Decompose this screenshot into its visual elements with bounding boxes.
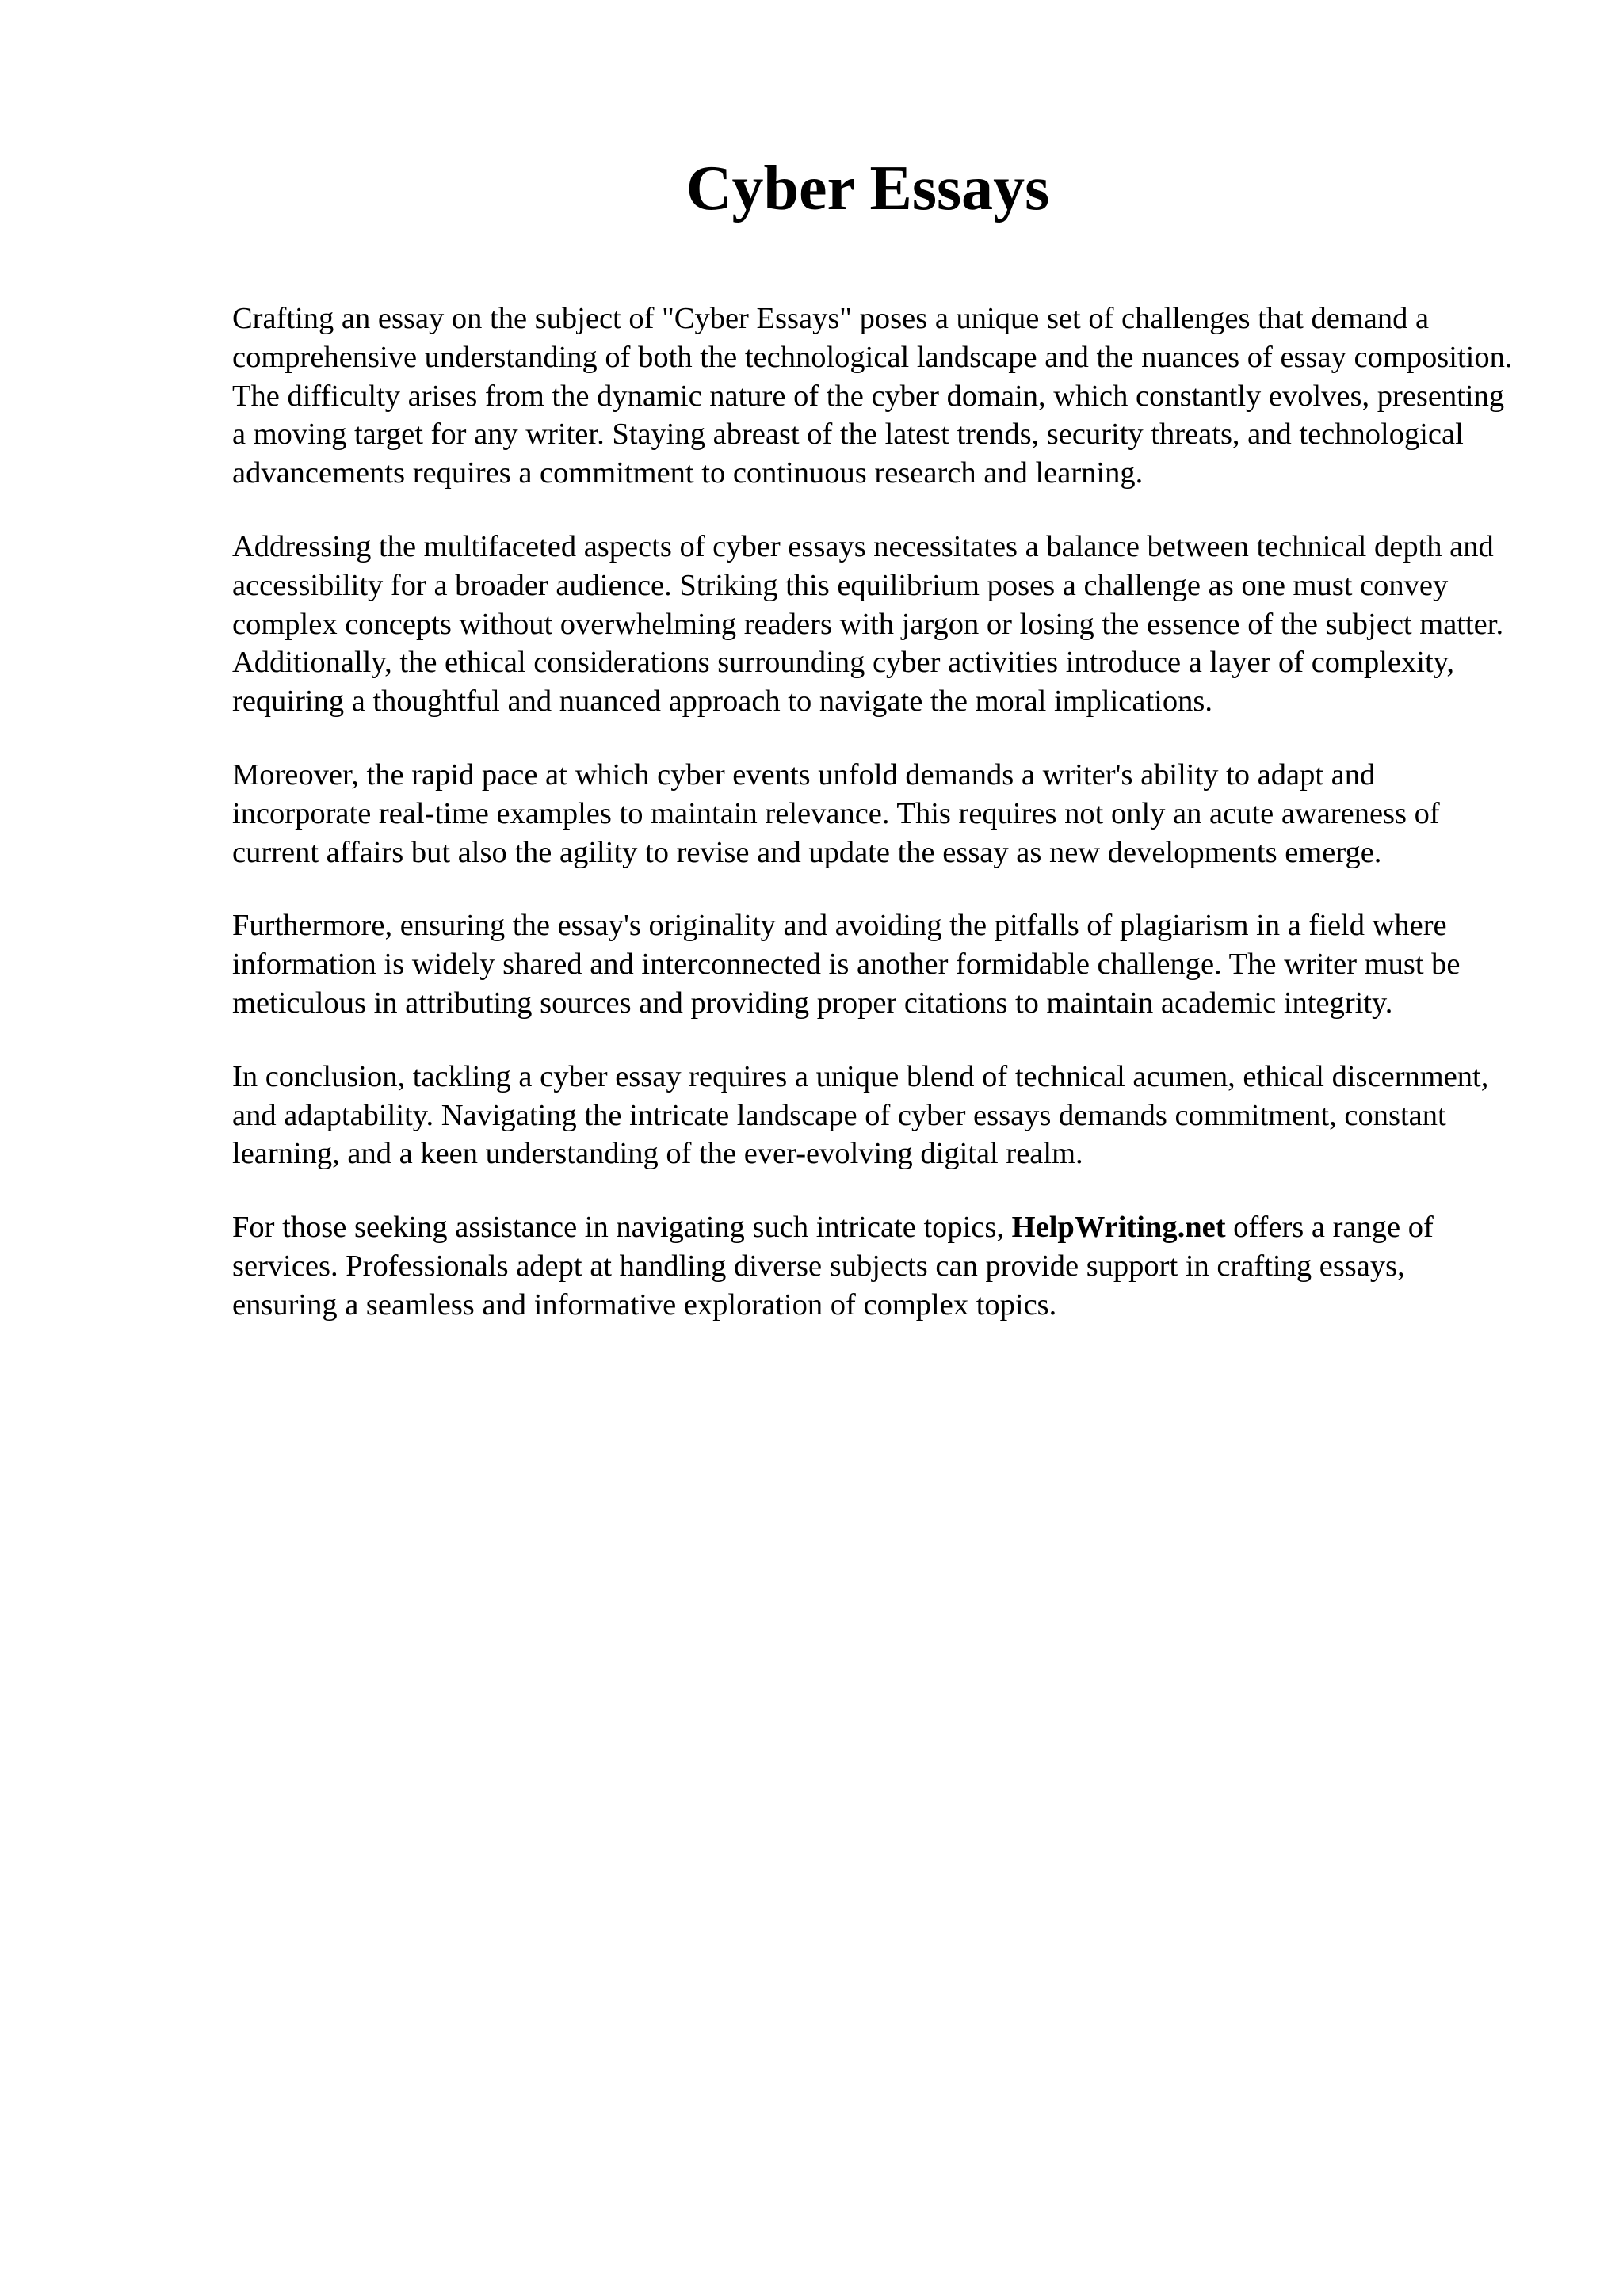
paragraph-originality: Furthermore, ensuring the essay's originality and avoiding the pitfalls of plagiarism in a field where information is widely shared and interconnected is another formidable challenge. The writer must be meticulous in attributing sources and providing proper citations to maintain academic integrity.: [232, 909, 1461, 1020]
essay-body: [232, 299, 1516, 1360]
paragraph-intro: Crafting an essay on the subject of "Cyber Essays" poses a unique set of challenges that demand a comprehensive understanding of both the technological landscape and the nuances of essay composition. The difficulty arises from the dynamic nature of the cyber domain, which constantly evolves, presenting a moving target for any writer. Staying abreast of the latest trends, security threats, and technological advancements requires a commitment to continuous research and learning.: [232, 302, 1513, 490]
paragraph-conclusion: In conclusion, tackling a cyber essay requires a unique blend of technical acumen, ethical discernment, and adaptability. Navigating the intricate landscape of cyber essays demands commitment, constant learning, and a keen understanding of the ever-evolving digital realm.: [232, 1059, 1489, 1171]
paragraph-balance: Addressing the multifaceted aspects of cyber essays necessitates a balance between technical depth and accessibility for a broader audience. Striking this equilibrium poses a challenge as one must convey complex concepts without overwhelming readers with jargon or losing the essence of the subject matter. Additionally, the ethical considerations surrounding cyber activities introduce a layer of complexity, requiring a thoughtful and nuanced approach to navigate the moral implications.: [232, 529, 1504, 719]
paragraph-pace: Moreover, the rapid pace at which cyber events unfold demands a writer's ability to adapt and incorporate real-time examples to maintain relevance. This requires not only an acute awareness of current affairs but also the agility to revise and update the essay as new developments emerge.: [232, 757, 1440, 869]
closing-text-before: For those seeking assistance in navigating such intricate topics,: [232, 1211, 1012, 1245]
closing-text-after: offers a range of services. Professionals adept at handling diverse subjects can provide support in crafting essays, ensuring a seamless and informative exploration of complex topics.: [232, 1211, 1434, 1322]
paragraph-closing: [232, 1208, 1516, 1324]
page-title: Cyber Essays: [685, 154, 1050, 223]
brand-name: HelpWriting.net: [1011, 1211, 1226, 1245]
